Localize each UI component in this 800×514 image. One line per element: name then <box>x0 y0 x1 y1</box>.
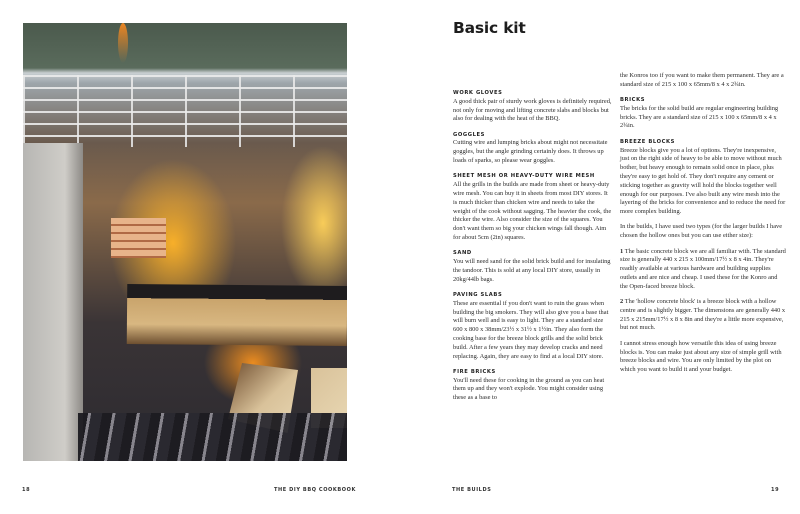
section-text: These are essential if you don't want to ruin the grass when building the big smokers. They will also give you a base that will burn well and is easy to light. They are a standard size 600 x 800 x 38mm/23½ x 31½ x 1½in. They also form the cooking base for the breeze block grills and the solid brick build. After a few years they may develop cracks and need replacing. Again, they are easy to find at a local DIY store. <box>453 299 609 360</box>
section-text: All the grills in the builds are made from sheet or heavy-duty wire mesh. You can buy it in sheets from most DIY stores. It is much thicker than chicken wire and needs to take the weight of the cook without sagging. The heavier the cook, the thicker the wire. Also consider the size of the squares. You don't want them so big your chicken wings fall though. Aim for about 5cm (2in) squares. <box>453 181 612 241</box>
paragraph: Breeze blocks give you a lot of options. They're inexpensive, just on the right side of heavy to be able to move without much bother, but heavy enough to remain solid once in place, plus they're easy to get hold of. They don't require any cement or sticking together as gravity will hold the blocks together well enough for our purposes. I've also built any wire mesh into the layering of the bricks for convenience and to reduce the need for more complex building. <box>620 146 786 216</box>
flame-shape <box>118 23 128 63</box>
item-text: The 'hollow concrete block' is a breeze block with a hollow centre and is slightly bigger. The dimensions are generally 440 x 215 x 215mm/17½ x 8 x 8in and they're a little more expensive, but not much. <box>620 298 786 332</box>
section-goggles <box>453 131 613 166</box>
section-heading: BREEZE BLOCKS <box>620 138 675 145</box>
section-heading: FIRE BRICKS <box>453 368 496 375</box>
section-heading: BRICKS <box>620 97 646 104</box>
page-title: Basic kit <box>453 19 526 37</box>
section-text: A good thick pair of sturdy work gloves is definitely required, not only for moving and lifting concrete slabs and blocks but also for dealing with the heat of the BBQ. <box>453 97 612 123</box>
text-column-left <box>453 89 613 410</box>
page-number-right: 19 <box>771 487 780 493</box>
item-text: The basic concrete block we are all familiar with. The standard size is generally 440 x 215 x 100mm/17½ x 8 x 4in. They're readily available at various hardware and building supplies outlets and are nice and cheap. I used these for the Konro and the Open-faced breeze block. <box>620 247 786 290</box>
section-sand <box>453 249 613 284</box>
section-work-gloves <box>453 89 613 124</box>
wire-mesh-grill <box>23 75 347 147</box>
burning-plank <box>127 284 347 346</box>
section-breeze-blocks <box>620 138 786 375</box>
item-number: 1 <box>620 247 624 255</box>
section-text: You'll need these for cooking in the ground as you can heat them up and they won't explode. You might consider using these as a base to <box>453 376 605 402</box>
embers-ash <box>78 413 347 461</box>
section-heading: SAND <box>453 250 472 257</box>
fire-grill-photo <box>23 23 347 461</box>
section-wire-mesh <box>453 172 613 242</box>
section-bricks <box>620 96 786 131</box>
item-number: 2 <box>620 298 624 306</box>
section-text: Cutting wire and lumping bricks about might not necessitate goggles, but the angle grinding certainly does. It throws up loads of sparks, so please wear goggles. <box>453 139 608 165</box>
section-heading: PAVING SLABS <box>453 291 503 298</box>
block-type-1 <box>620 248 786 292</box>
section-paving-slabs <box>453 291 613 361</box>
closing-paragraph: I cannot stress enough how versatile this idea of using breeze blocks is. You can make just about any size of simple grill with breeze blocks and wire. You are only limited by the plot on which you want to build it and your budget. <box>620 339 782 374</box>
continuation-text: the Konros too if you want to make them permanent. They are a standard size of 215 x 100 x 65mm/8 x 4 x 2¾in. <box>620 72 784 88</box>
section-text: You will need sand for the solid brick build and for insulating the tandoor. This is sold at any local DIY store, usually in 20kg/44lb bags. <box>453 258 611 283</box>
section-label: THE BUILDS <box>452 487 492 493</box>
section-heading: WORK GLOVES <box>453 90 503 96</box>
block-type-2 <box>620 298 786 333</box>
page-number-left: 18 <box>22 487 31 493</box>
paragraph: In the builds, I have used two types (for the larger builds I have chosen the hollow ones but you can use either size): <box>620 223 783 240</box>
section-heading: SHEET MESH OR HEAVY-DUTY WIRE MESH <box>453 173 595 180</box>
brick-shape <box>111 218 166 258</box>
breeze-block-wall <box>23 143 83 461</box>
section-heading: GOGGLES <box>453 131 485 138</box>
section-text: The bricks for the solid build are regular engineering building bricks. They are a standard size of 215 x 100 x 65mm/8 x 4 x 2¾in. <box>620 104 779 130</box>
running-title: THE DIY BBQ COOKBOOK <box>274 487 356 493</box>
text-column-right <box>620 72 786 381</box>
section-fire-bricks <box>453 368 613 403</box>
